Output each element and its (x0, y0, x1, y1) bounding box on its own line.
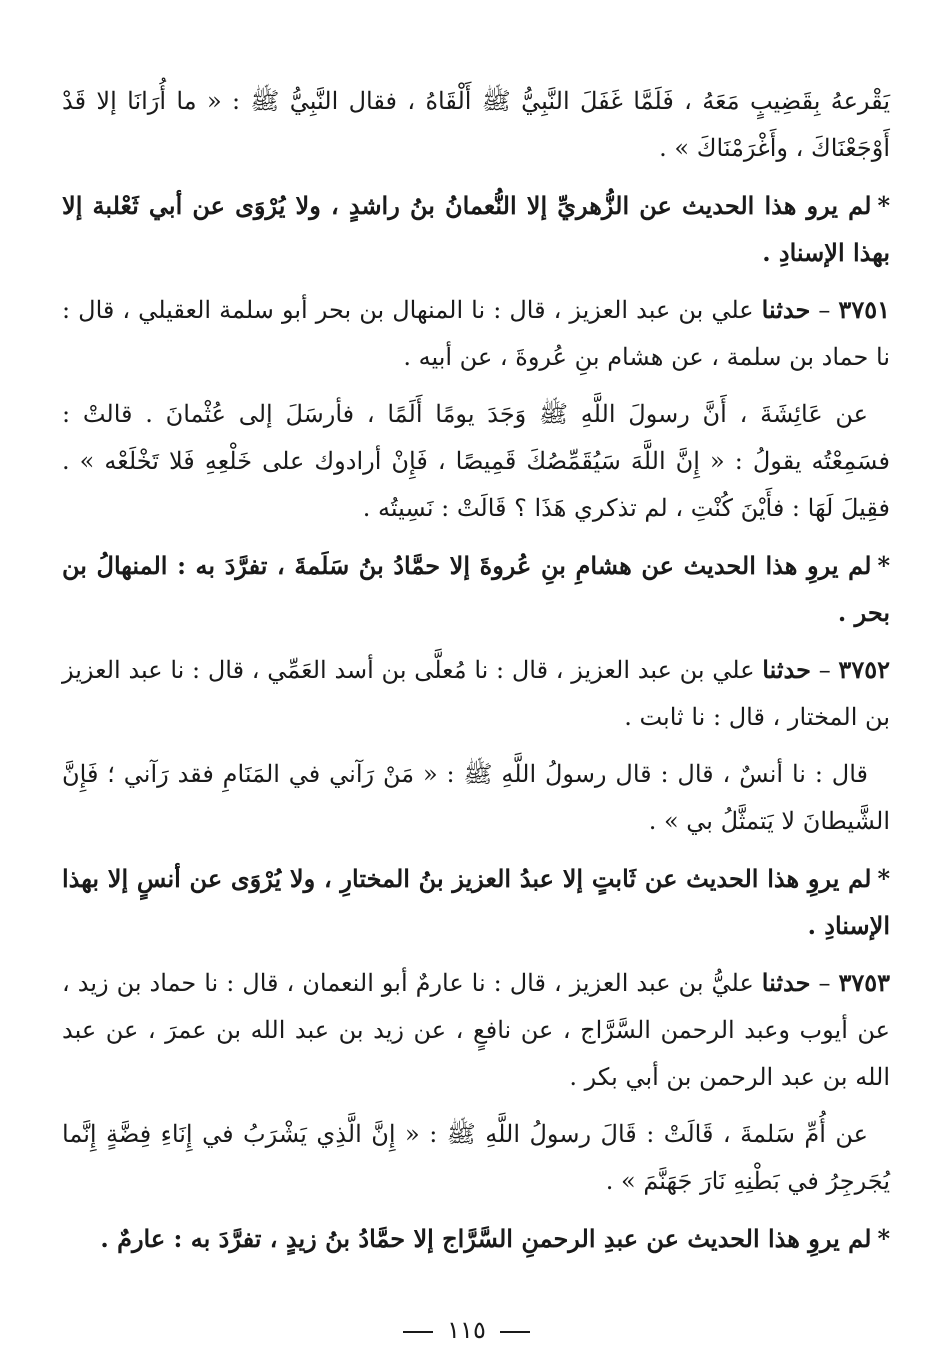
note-text: لم يروِ هذا الحديث عن ثَابتٍ إلا عبدُ العزيز بنُ المختارِ ، ولا يُرْوَى عن أنسٍ إلا بهذا الإسنادِ . (62, 864, 890, 940)
isnad-text: عليُّ بن عبد العزيز ، قال : نا عارمٌ أبو النعمان ، قال : نا حماد بن زيد ، عن أيوب وعبد الرحمن السَّرَّاج ، عن نافعٍ ، عن زيد بن عبد الله بن عمرَ ، عن عبد الله بن عبد الرحمن بن أبي بكر . (62, 969, 890, 1091)
body-text: عن أُمِّ سَلمةَ ، قَالَتْ : قَالَ رسولُ اللَّهِ ﷺ : « إِنَّ الَّذِي يَشْرَبُ في إِنَاءِ فِضَّةٍ إِنَّما يُجَرجِرُ في بَطْنِهِ نَارَ جَهَنَّمَ » . (62, 1120, 890, 1195)
hadith-text (62, 78, 890, 172)
hadith-label: حدثنا (762, 655, 811, 684)
hadith-isnad: ٣٧٥١ – حدثنا علي بن عبد العزيز ، قال : نا المنهال بن بحر أبو سلمة العقيلي ، قال : نا حماد بن سلمة ، عن هشام بنِ عُروةَ ، عن أبيه . (62, 295, 890, 371)
page-number (0, 1316, 933, 1344)
hadith-label: حدثنا (761, 968, 811, 997)
hadith-text (62, 391, 890, 532)
body-text: قال : نا أنسٌ ، قال : قال رسولُ اللَّهِ ﷺ : « مَنْ رَآني في المَنَامِ فقد رَآني ؛ فَإِنَّ الشَّيطانَ لا يَتمثَّلُ بي » . (62, 760, 890, 835)
note-text: لم يروِ هذا الحديث عن عبدِ الرحمنِ السَّرَّاج إلا حمَّادُ بنُ زيدٍ ، تفرَّدَ به : عارمٌ . (100, 1224, 872, 1253)
hadith-isnad: ٣٧٥٢ – حدثنا علي بن عبد العزيز ، قال : نا مُعلَّى بن أسد العَمِّي ، قال : نا عبد العزيز بن المختار ، قال : نا ثابت . (62, 655, 890, 731)
commentary-note (62, 542, 890, 636)
page-number-dash (403, 1331, 433, 1333)
note-text: لم يروِ هذا الحديث عن هشامِ بنِ عُروةَ إلا حمَّادُ بنُ سَلَمةَ ، تفرَّدَ به : المنهالُ بن بحر . (62, 551, 890, 627)
hadith-isnad: ٣٧٥٣ – حدثنا عليُّ بن عبد العزيز ، قال : نا عارمٌ أبو النعمان ، قال : نا حماد بن زيد ، عن أيوب وعبد الرحمن السَّرَّاج ، عن نافعٍ ، عن زيد بن عبد الله بن عمرَ ، عن عبد الله بن عبد الرحمن بن أبي بكر . (62, 968, 890, 1091)
hadith-text (62, 1111, 890, 1205)
page-number-dash (500, 1331, 530, 1333)
hadith-text (62, 751, 890, 845)
asterisk-mark: * (877, 551, 890, 580)
commentary-note (62, 855, 890, 949)
page-number-text: ١١٥ (447, 1316, 486, 1344)
commentary-note (62, 1215, 890, 1262)
hadith-number: ٣٧٥٢ (838, 655, 890, 684)
hadith-number: ٣٧٥٣ (838, 968, 890, 997)
body-text: يَقْرعهُ بِقَضِيبٍ مَعَهُ ، فَلَمَّا غَفَلَ النَّبِيُّ ﷺ أَلْقَاهُ ، فقال النَّبِيُّ ﷺ : « ما أُرَانَا إلا قَدْ أَوْجَعْنَاكَ ، وأَغْرَمْنَاكَ » . (62, 87, 890, 162)
asterisk-mark: * (877, 191, 890, 220)
page-body (62, 78, 890, 1272)
asterisk-mark: * (877, 864, 890, 893)
asterisk-mark: * (877, 1224, 890, 1253)
commentary-note (62, 182, 890, 276)
isnad-text: علي بن عبد العزيز ، قال : نا مُعلَّى بن أسد العَمِّي ، قال : نا عبد العزيز بن المختار ، قال : نا ثابت . (62, 656, 890, 731)
note-text: لم يرو هذا الحديث عن الزُّهريِّ إلا النُّعمانُ بنُ راشدٍ ، ولا يُرْوَى عن أبي ثَعْلبة إلا بهذا الإسنادِ . (62, 191, 890, 267)
body-text: عن عَائِشَةَ ، أَنَّ رسولَ اللَّهِ ﷺ وَجَدَ يومًا أَلَمًا ، فأرسَلَ إلى عُثْمانَ . قالتْ : فسَمِعْتُه يقولُ : « إِنَّ اللَّهَ سَيُقَمِّصُكَ قَمِيصًا ، فَإِنْ أرادوك على خَلْعِهِ فَلا تَخْلَعْه » . فقِيلَ لَهَا : فأَيْنَ كُنْتِ ، لم تذكري هَذَا ؟ قَالَتْ : نَسِيتُه . (62, 400, 890, 522)
isnad-text: علي بن عبد العزيز ، قال : نا المنهال بن بحر أبو سلمة العقيلي ، قال : نا حماد بن سلمة ، عن هشام بنِ عُروةَ ، عن أبيه . (62, 296, 890, 371)
hadith-label: حدثنا (761, 295, 811, 324)
hadith-number: ٣٧٥١ (838, 295, 890, 324)
